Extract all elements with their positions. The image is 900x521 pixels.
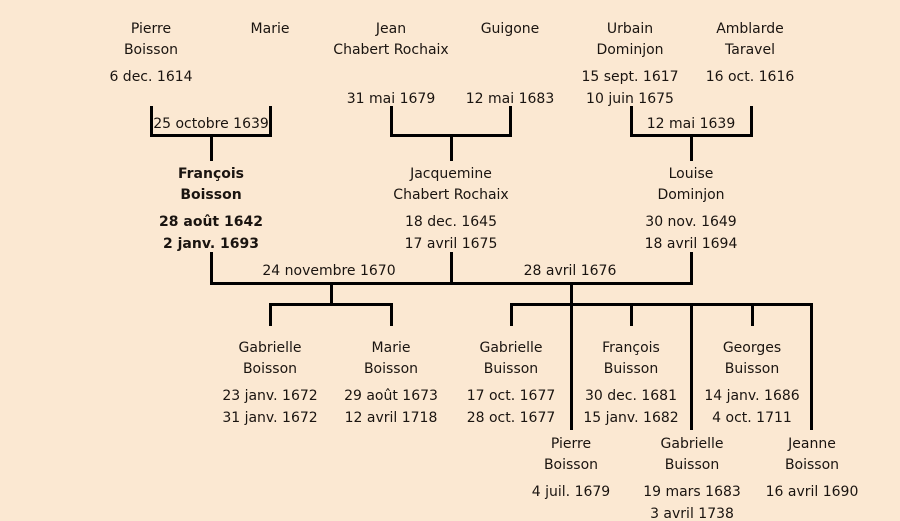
child-stem-line <box>810 306 813 430</box>
person-jacquemine-chabert-rochaix <box>393 164 508 255</box>
death-date <box>766 503 859 521</box>
birth-date <box>466 66 554 88</box>
person-gabrielle-boisson <box>222 338 317 429</box>
death-date: 4 oct. 1711 <box>712 410 792 426</box>
person-name <box>467 338 556 380</box>
person-amblarde-taravel <box>706 19 795 110</box>
name-line-2: Chabert Rochaix <box>333 42 449 58</box>
person-name <box>706 19 795 61</box>
person-name <box>645 164 738 206</box>
descent-line <box>210 137 213 161</box>
birth-date: 28 août 1642 <box>159 214 263 230</box>
person-name <box>704 338 799 380</box>
person-dates <box>583 385 678 429</box>
name-line-1: Marie <box>250 21 290 37</box>
name-line-1: Pierre <box>130 21 172 37</box>
birth-date: 23 janv. 1672 <box>222 388 318 404</box>
name-line-1: François <box>177 166 245 182</box>
child-stem-line <box>690 306 693 430</box>
person-dates <box>109 66 192 110</box>
person-name <box>159 164 263 206</box>
name-line-2 <box>251 40 290 61</box>
birth-date <box>333 66 448 88</box>
person-louise-dominjon <box>645 164 738 255</box>
child-stem-line <box>390 306 393 326</box>
name-line-1: François <box>602 340 660 356</box>
person-urbain-dominjon <box>581 19 678 110</box>
couple-stem-line <box>509 106 512 137</box>
death-date: 12 mai 1683 <box>465 91 555 107</box>
birth-date: 19 mars 1683 <box>643 484 741 500</box>
person-marie-boisson <box>344 338 438 429</box>
person-dates <box>159 211 263 255</box>
children-bar <box>269 303 393 306</box>
person-name <box>333 19 448 61</box>
couple-stem-line <box>630 106 633 137</box>
marriage-date-label: 28 avril 1676 <box>523 263 617 279</box>
death-date: 12 avril 1718 <box>344 410 438 426</box>
death-date <box>109 88 192 110</box>
name-line-1: Georges <box>722 340 782 356</box>
birth-date: 15 sept. 1617 <box>581 69 679 85</box>
couple-stem-line <box>269 106 272 137</box>
name-line-1: Gabrielle <box>238 340 302 356</box>
name-line-1: Marie <box>371 340 411 356</box>
marriage-bar <box>210 282 693 285</box>
birth-date: 30 dec. 1681 <box>585 388 677 404</box>
person-dates <box>645 211 738 255</box>
person-name <box>643 434 741 476</box>
death-date: 2 janv. 1693 <box>163 236 259 252</box>
name-line-1: Jean <box>375 21 407 37</box>
name-line-1: Jacquemine <box>410 166 492 182</box>
person-pierre-boisson-jr <box>532 434 610 521</box>
child-stem-line <box>751 306 754 326</box>
person-dates <box>643 481 741 521</box>
person-name <box>466 19 554 61</box>
name-line-2: Buisson <box>603 361 659 377</box>
person-jeanne-boisson <box>766 434 859 521</box>
person-name <box>251 19 290 61</box>
person-name <box>583 338 678 380</box>
person-pierre-boisson-sr <box>109 19 192 110</box>
person-dates <box>344 385 438 429</box>
person-dates <box>706 66 795 110</box>
name-line-2 <box>466 40 554 61</box>
death-date: 10 juin 1675 <box>586 91 674 107</box>
person-dates <box>581 66 678 110</box>
person-name <box>532 434 610 476</box>
person-dates <box>333 66 448 110</box>
child-stem-line <box>269 306 272 326</box>
name-line-2: Chabert Rochaix <box>393 187 509 203</box>
birth-date: 4 juil. 1679 <box>531 484 611 500</box>
name-line-1: Louise <box>668 166 714 182</box>
name-line-1: Urbain <box>606 21 654 37</box>
name-line-1: Gabrielle <box>660 436 724 452</box>
couple-stem-line <box>210 252 213 284</box>
person-dates <box>466 66 554 110</box>
person-dates <box>467 385 556 429</box>
person-name <box>581 19 678 61</box>
marriage-date-label: 12 mai 1639 <box>646 116 736 132</box>
name-line-2: Boisson <box>242 361 298 377</box>
name-line-2: Dominjon <box>657 187 725 203</box>
person-francois-buisson <box>583 338 678 429</box>
children-bar <box>510 303 813 306</box>
name-line-2: Dominjon <box>596 42 664 58</box>
child-stem-line <box>630 306 633 326</box>
person-name <box>344 338 438 380</box>
person-name <box>766 434 859 476</box>
marriage-date-label: 25 octobre 1639 <box>153 116 269 132</box>
name-line-2: Boisson <box>180 187 242 203</box>
death-date <box>532 503 610 521</box>
name-line-2: Boisson <box>363 361 419 377</box>
child-stem-line <box>510 306 513 326</box>
birth-date: 16 oct. 1616 <box>705 69 795 85</box>
person-dates <box>704 385 799 429</box>
name-line-2: Boisson <box>543 457 599 473</box>
person-gabrielle-buisson-1 <box>467 338 556 429</box>
person-dates <box>766 481 859 521</box>
person-dates <box>532 481 610 521</box>
descent-line <box>450 137 453 161</box>
name-line-2: Taravel <box>725 42 775 58</box>
marriage-date-label: 24 novembre 1670 <box>262 263 396 279</box>
person-georges-buisson <box>704 338 799 429</box>
person-name <box>109 19 192 61</box>
couple-stem-line <box>690 252 693 284</box>
death-date: 31 janv. 1672 <box>222 410 318 426</box>
couple-stem-line <box>450 252 453 284</box>
death-date: 3 avril 1738 <box>650 506 734 521</box>
couple-stem-line <box>750 106 753 137</box>
death-date: 15 janv. 1682 <box>583 410 679 426</box>
person-name <box>222 338 317 380</box>
name-line-2: Buisson <box>724 361 780 377</box>
birth-date: 29 août 1673 <box>344 388 438 404</box>
birth-date: 14 janv. 1686 <box>704 388 800 404</box>
death-date: 31 mai 1679 <box>346 91 436 107</box>
name-line-1: Jeanne <box>788 436 836 452</box>
death-date: 28 oct. 1677 <box>466 410 556 426</box>
name-line-1: Gabrielle <box>479 340 543 356</box>
person-jean-chabert-rochaix <box>333 19 448 110</box>
birth-date: 6 dec. 1614 <box>109 69 193 85</box>
name-line-2: Boisson <box>123 42 179 58</box>
birth-date: 30 nov. 1649 <box>645 214 737 230</box>
person-marie <box>251 19 290 61</box>
person-francois-boisson <box>159 164 263 255</box>
descent-line <box>690 137 693 161</box>
person-guigone <box>466 19 554 110</box>
birth-date: 17 oct. 1677 <box>466 388 556 404</box>
name-line-2: Buisson <box>483 361 539 377</box>
name-line-2: Boisson <box>784 457 840 473</box>
person-dates <box>222 385 317 429</box>
name-line-1: Guigone <box>480 21 540 37</box>
person-name <box>393 164 508 206</box>
couple-stem-line <box>390 106 393 137</box>
name-line-1: Pierre <box>550 436 592 452</box>
person-dates <box>393 211 508 255</box>
death-date <box>706 88 795 110</box>
death-date: 18 avril 1694 <box>644 236 738 252</box>
name-line-1: Amblarde <box>716 21 784 37</box>
birth-date: 18 dec. 1645 <box>404 214 497 230</box>
descent-line <box>570 285 573 430</box>
birth-date: 16 avril 1690 <box>765 484 859 500</box>
name-line-2: Buisson <box>664 457 720 473</box>
person-gabrielle-buisson-2 <box>643 434 741 521</box>
death-date: 17 avril 1675 <box>404 236 498 252</box>
